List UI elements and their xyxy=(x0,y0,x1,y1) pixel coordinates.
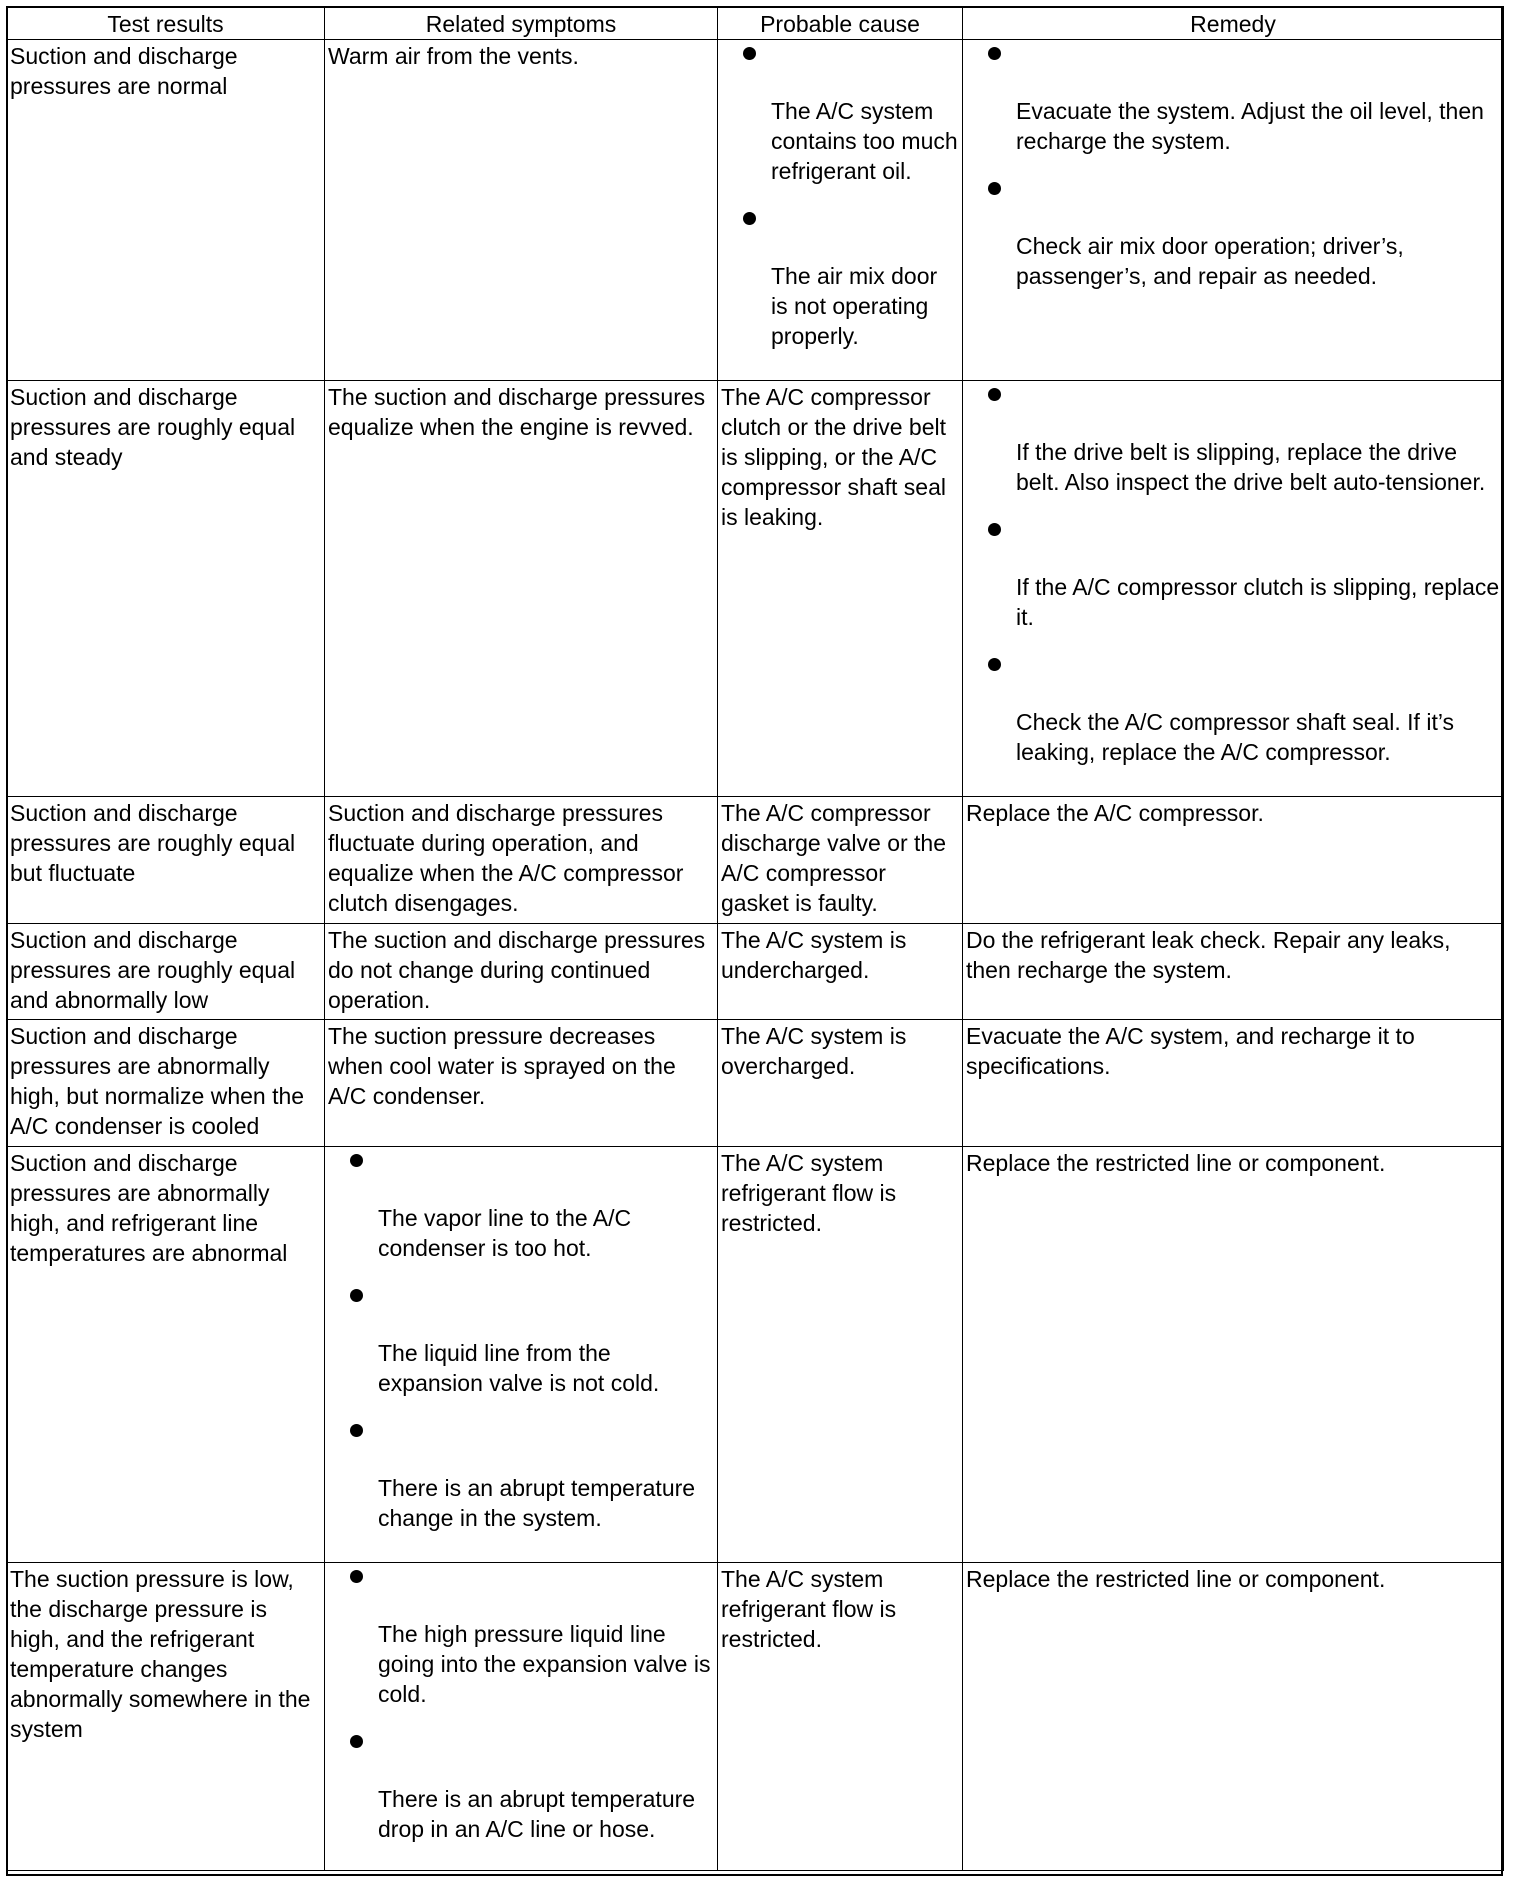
test-result-cell: Suction and discharge pressures are roughly equal and abnormally low xyxy=(7,924,325,1020)
cause-cell: The A/C system refrigerant flow is restricted. xyxy=(718,1147,963,1563)
remedy-text: Evacuate the system. Adjust the oil level, then recharge the system. xyxy=(1016,98,1484,154)
table-row xyxy=(7,1563,1504,1871)
table-row xyxy=(7,1020,1504,1147)
remedy-text: Check the A/C compressor shaft seal. If it’s leaking, replace the A/C compressor. xyxy=(1016,709,1455,765)
test-result-cell: Suction and discharge pressures are normal xyxy=(7,40,325,381)
cause-cell: The A/C system refrigerant flow is restricted. xyxy=(718,1563,963,1871)
bullet-icon xyxy=(988,658,1001,671)
bullet-icon xyxy=(350,1570,363,1583)
remedy-cell xyxy=(963,40,1504,381)
test-result-cell: Suction and discharge pressures are abnormally high, and refrigerant line temperatures are abnormal xyxy=(7,1147,325,1563)
bullet-icon xyxy=(350,1154,363,1167)
symptom-cell xyxy=(325,1563,718,1871)
bullet-icon xyxy=(988,388,1001,401)
remedy-list xyxy=(966,41,1500,291)
list-item xyxy=(988,652,1500,767)
cause-list xyxy=(721,41,959,351)
symptom-list xyxy=(328,1148,714,1533)
remedy-cell xyxy=(963,381,1504,797)
table-row xyxy=(7,40,1504,381)
cause-text: The A/C system contains too much refrigerant oil. xyxy=(771,98,958,184)
list-item xyxy=(350,1283,714,1398)
bullet-icon xyxy=(350,1424,363,1437)
cause-cell: The A/C system is overcharged. xyxy=(718,1020,963,1147)
symptom-cell: Warm air from the vents. xyxy=(325,40,718,381)
test-result-cell: Suction and discharge pressures are abnormally high, but normalize when the A/C condenser is cooled xyxy=(7,1020,325,1147)
cause-cell xyxy=(718,40,963,381)
bullet-icon xyxy=(743,47,756,60)
header-remedy: Remedy xyxy=(963,7,1504,40)
list-item xyxy=(350,1564,714,1709)
test-result-cell: Suction and discharge pressures are roughly equal but fluctuate xyxy=(7,797,325,924)
remedy-text: If the drive belt is slipping, replace the drive belt. Also inspect the drive belt auto-tensioner. xyxy=(1016,439,1486,495)
symptom-cell xyxy=(325,1147,718,1563)
list-item xyxy=(988,176,1500,291)
header-related-symptoms: Related symptoms xyxy=(325,7,718,40)
remedy-cell: Replace the A/C compressor. xyxy=(963,797,1504,924)
table-row xyxy=(7,1147,1504,1563)
bullet-icon xyxy=(350,1289,363,1302)
list-item xyxy=(988,41,1500,156)
symptom-cell: Suction and discharge pressures fluctuate during operation, and equalize when the A/C compressor clutch disengages. xyxy=(325,797,718,924)
list-item xyxy=(743,206,959,351)
symptom-cell: The suction and discharge pressures equalize when the engine is revved. xyxy=(325,381,718,797)
table-row xyxy=(7,797,1504,924)
symptom-text: There is an abrupt temperature change in the system. xyxy=(378,1475,696,1531)
header-test-results: Test results xyxy=(7,7,325,40)
symptom-list xyxy=(328,1564,714,1844)
bullet-icon xyxy=(743,212,756,225)
symptom-text: The liquid line from the expansion valve is not cold. xyxy=(378,1340,660,1396)
remedy-cell: Do the refrigerant leak check. Repair any leaks, then recharge the system. xyxy=(963,924,1504,1020)
test-result-cell: The suction pressure is low, the discharge pressure is high, and the refrigerant temperature changes abnormally somewhere in the system xyxy=(7,1563,325,1871)
header-row xyxy=(7,7,1504,40)
remedy-cell: Evacuate the A/C system, and recharge it to specifications. xyxy=(963,1020,1504,1147)
bullet-icon xyxy=(988,523,1001,536)
bullet-icon xyxy=(350,1735,363,1748)
test-result-cell: Suction and discharge pressures are roughly equal and steady xyxy=(7,381,325,797)
remedy-text: Check air mix door operation; driver’s, passenger’s, and repair as needed. xyxy=(1016,233,1404,289)
cause-text: The air mix door is not operating properly. xyxy=(771,263,938,349)
remedy-cell: Replace the restricted line or component. xyxy=(963,1147,1504,1563)
list-item xyxy=(350,1729,714,1844)
symptom-text: The vapor line to the A/C condenser is too hot. xyxy=(378,1205,632,1261)
symptom-cell: The suction pressure decreases when cool water is sprayed on the A/C condenser. xyxy=(325,1020,718,1147)
header-probable-cause: Probable cause xyxy=(718,7,963,40)
cause-cell: The A/C system is undercharged. xyxy=(718,924,963,1020)
list-item xyxy=(988,382,1500,497)
bullet-icon xyxy=(988,47,1001,60)
remedy-cell: Replace the restricted line or component. xyxy=(963,1563,1504,1871)
list-item xyxy=(988,517,1500,632)
symptom-cell: The suction and discharge pressures do not change during continued operation. xyxy=(325,924,718,1020)
remedy-list xyxy=(966,382,1500,767)
cause-cell: The A/C compressor discharge valve or the A/C compressor gasket is faulty. xyxy=(718,797,963,924)
cause-cell: The A/C compressor clutch or the drive belt is slipping, or the A/C compressor shaft seal is leaking. xyxy=(718,381,963,797)
list-item xyxy=(350,1148,714,1263)
list-item xyxy=(350,1418,714,1533)
symptom-text: The high pressure liquid line going into the expansion valve is cold. xyxy=(378,1621,711,1707)
bullet-icon xyxy=(988,182,1001,195)
symptom-text: There is an abrupt temperature drop in an A/C line or hose. xyxy=(378,1786,696,1842)
table-row xyxy=(7,381,1504,797)
table-row xyxy=(7,924,1504,1020)
diagnosis-table xyxy=(6,6,1504,1871)
remedy-text: If the A/C compressor clutch is slipping, replace it. xyxy=(1016,574,1500,630)
list-item xyxy=(743,41,959,186)
